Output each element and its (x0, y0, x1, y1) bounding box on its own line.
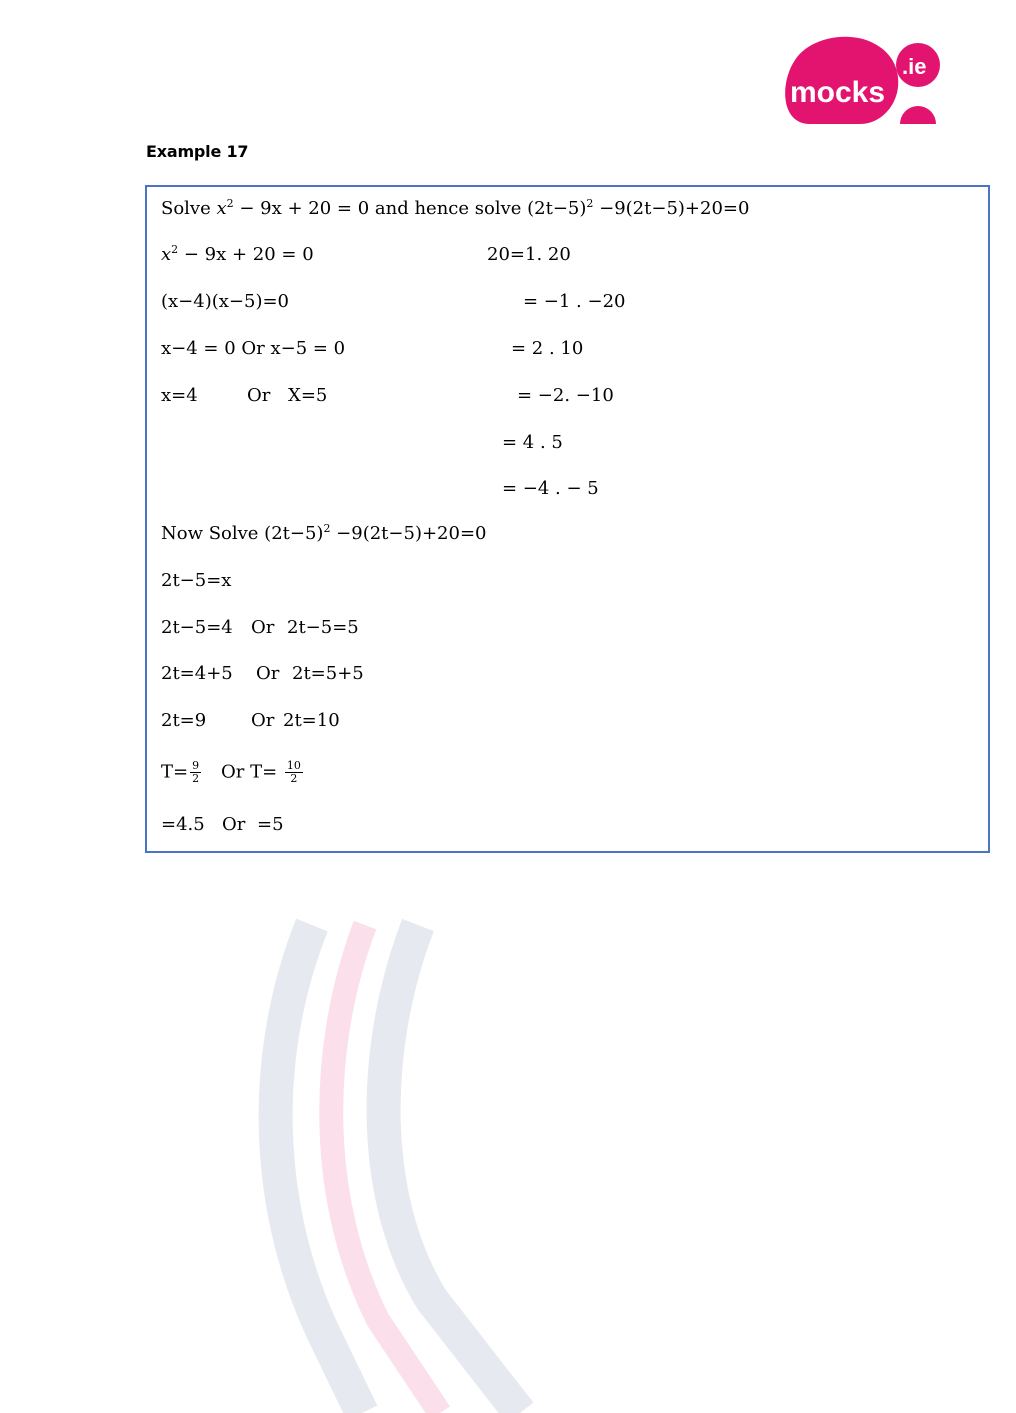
problem-statement: Solve $x^2 - 9x + 20 = 0$ and hence solve $(2t-5)^2 -9(2t-5)+20=0$ (161, 197, 750, 219)
example-heading: Example 17 (146, 142, 249, 161)
fraction-nine-halves: $\frac{9}{2}$ (192, 759, 200, 785)
arc-pink (331, 925, 440, 1413)
arc-grey-right (384, 925, 520, 1413)
fraction-line: T= $\frac{9}{2}$ (161, 759, 200, 785)
logo-wordmark: mocks (790, 76, 886, 109)
solution-box (145, 185, 990, 853)
step-a: 2t−5=4 (161, 617, 233, 638)
factor-pair: = −2. −10 (517, 385, 614, 406)
logo-suffix: .ie (902, 54, 927, 79)
final-b: =5 (257, 814, 284, 835)
quadratic-equation: $x^2 - 9x + 20 = 0$ (161, 243, 314, 265)
step-b: 2t−5=5 (287, 617, 359, 638)
root-x4: x=4 (161, 385, 198, 406)
factor-pair: = −4 . − 5 (502, 478, 599, 499)
or-word: Or (251, 617, 275, 638)
step-a: 2t=4+5 (161, 663, 233, 684)
step-a: 2t=9 (161, 710, 207, 731)
mocks-logo (780, 32, 942, 124)
final-a: =4.5 (161, 814, 205, 835)
factor-pair: = 2 . 10 (511, 338, 584, 359)
fraction-ten-halves: $\frac{10}{2}$ (286, 759, 301, 785)
or-word: Or (222, 814, 246, 835)
substitution-heading: Now Solve $(2t-5)^2 -9(2t-5)+20=0$ (161, 522, 487, 544)
or-word: Or (247, 385, 271, 406)
root-x5: X=5 (288, 385, 328, 406)
factor-pair: = 4 . 5 (502, 432, 563, 453)
logo-dot-bottom (900, 106, 936, 124)
step-b: 2t=10 (283, 710, 340, 731)
factored-form: (x−4)(x−5)=0 (161, 291, 289, 312)
step-b: 2t=5+5 (292, 663, 364, 684)
factor-pair: 20=1. 20 (487, 244, 571, 265)
fraction-line-b: Or T= $\frac{10}{2}$ (221, 759, 301, 785)
or-word: Or (251, 710, 275, 731)
substitution: 2t−5=x (161, 570, 232, 591)
factor-roots: x−4 = 0 Or x−5 = 0 (161, 338, 346, 359)
factor-pair: = −1 . −20 (523, 291, 626, 312)
or-word: Or (256, 663, 280, 684)
arc-grey-left (276, 925, 362, 1413)
logo-graphic (780, 32, 942, 124)
